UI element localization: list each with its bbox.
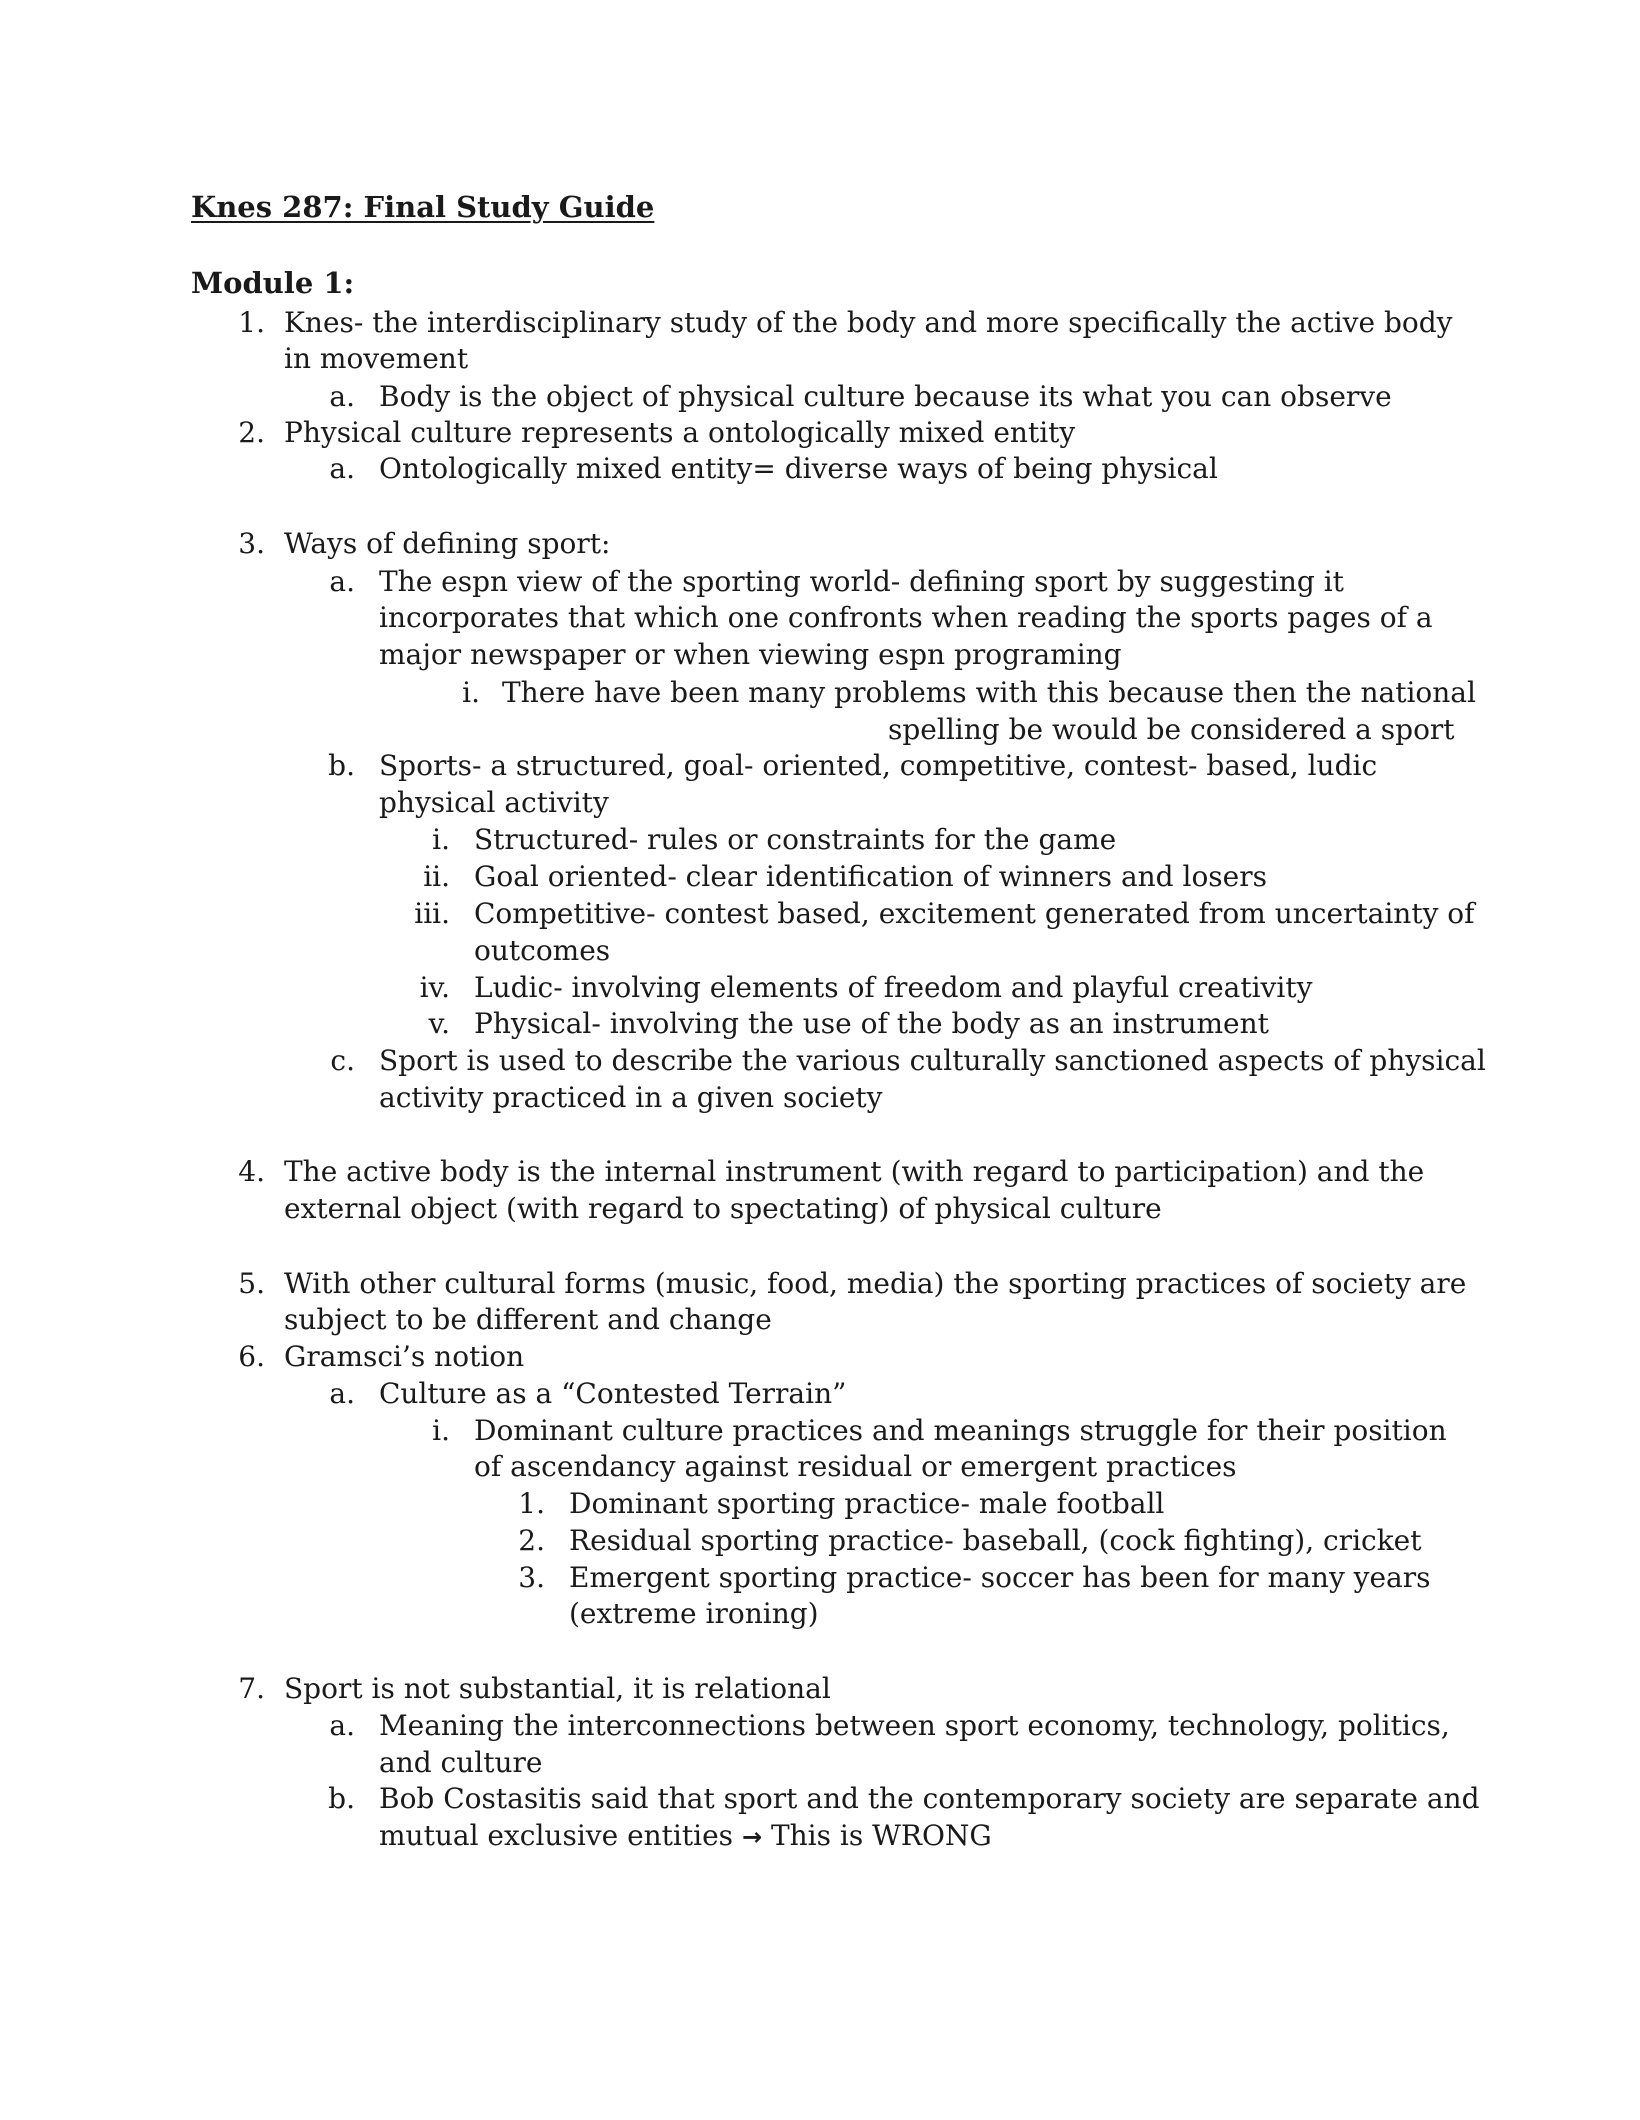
list-marker: 7. [238, 1672, 265, 1705]
list-item-line: physical activity [379, 786, 609, 819]
list-marker: 2. [518, 1524, 545, 1557]
list-item-line: Sports- a structured, goal- oriented, competitive, contest- based, ludic [379, 749, 1378, 782]
list-marker: i. [432, 823, 450, 856]
list-item-line: spelling be would be considered a sport [888, 713, 1455, 746]
arrow-note: This is WRONG [770, 1819, 992, 1852]
list-item-line: Bob Costasitis said that sport and the contemporary society are separate and [379, 1782, 1480, 1815]
list-marker: 3. [238, 527, 265, 560]
list-item-line: Structured- rules or constraints for the game [474, 823, 1117, 856]
list-item-line: outcomes [474, 934, 611, 967]
list-marker: a. [329, 380, 355, 413]
list-item-line: major newspaper or when viewing espn programing [379, 638, 1122, 671]
list-item-line: Sport is not substantial, it is relational [284, 1672, 831, 1705]
list-item-line-with-arrow [379, 1817, 992, 1856]
list-marker: a. [329, 452, 355, 485]
list-item-line: Meaning the interconnections between sport economy, technology, politics, [379, 1709, 1450, 1742]
list-marker: iv. [419, 971, 450, 1004]
list-item-line: The espn view of the sporting world- defining sport by suggesting it [379, 565, 1344, 598]
list-marker: v. [428, 1007, 450, 1040]
list-marker: 5. [238, 1267, 265, 1300]
list-marker: 2. [238, 416, 265, 449]
list-item-line: (extreme ironing) [569, 1597, 819, 1630]
arrow-right-icon: → [741, 1823, 763, 1851]
list-item-line: Competitive- contest based, excitement generated from uncertainty of [474, 897, 1475, 930]
list-item-line: The active body is the internal instrument (with regard to participation) and the [284, 1155, 1425, 1188]
list-item-text: mutual exclusive entities [379, 1819, 734, 1852]
list-item-line: Goal oriented- clear identification of winners and losers [474, 860, 1267, 893]
list-item-line: Physical- involving the use of the body as an instrument [474, 1007, 1269, 1040]
list-item-line: Physical culture represents a ontologically mixed entity [284, 416, 1076, 449]
list-marker: ii. [423, 860, 450, 893]
module-heading: Module 1: [191, 266, 355, 300]
list-item-line: external object (with regard to spectating) of physical culture [284, 1192, 1162, 1225]
document-title: Knes 287: Final Study Guide [191, 190, 655, 224]
list-item-line: There have been many problems with this because then the national [502, 676, 1476, 709]
list-item-line: Sport is used to describe the various culturally sanctioned aspects of physical [379, 1044, 1486, 1077]
list-marker: a. [329, 565, 355, 598]
list-item-line: Culture as a “Contested Terrain” [379, 1377, 847, 1410]
list-item-line: activity practiced in a given society [379, 1081, 883, 1114]
list-marker: a. [329, 1709, 355, 1742]
list-marker: a. [329, 1377, 355, 1410]
list-item-line: With other cultural forms (music, food, media) the sporting practices of society are [284, 1267, 1467, 1300]
list-item-line: in movement [284, 342, 469, 375]
list-marker: i. [432, 1414, 450, 1447]
list-marker: iii. [414, 897, 450, 930]
list-item-line: Ways of defining sport: [284, 527, 611, 560]
list-marker: 1. [518, 1487, 545, 1520]
list-item-line: Ludic- involving elements of freedom and playful creativity [474, 971, 1313, 1004]
list-item-line: and culture [379, 1746, 543, 1779]
list-marker: 1. [238, 306, 265, 339]
list-item-line: Residual sporting practice- baseball, (cock fighting), cricket [569, 1524, 1422, 1557]
list-marker: 4. [238, 1155, 265, 1188]
list-item-line: Body is the object of physical culture because its what you can observe [379, 380, 1392, 413]
list-marker: 6. [238, 1340, 265, 1373]
list-marker: 3. [518, 1561, 545, 1594]
list-item-line: Ontologically mixed entity= diverse ways of being physical [379, 452, 1218, 485]
list-item-line: Dominant sporting practice- male football [569, 1487, 1165, 1520]
list-item-line: Gramsci’s notion [284, 1340, 525, 1373]
list-item-line: of ascendancy against residual or emergent practices [474, 1450, 1237, 1483]
list-marker: c. [330, 1044, 355, 1077]
list-marker: b. [328, 1782, 355, 1815]
list-item-line: Emergent sporting practice- soccer has been for many years [569, 1561, 1431, 1594]
list-item-line: Knes- the interdisciplinary study of the body and more specifically the active body [284, 306, 1453, 339]
list-item-line: subject to be different and change [284, 1303, 772, 1336]
list-marker: i. [462, 676, 480, 709]
list-item-line: Dominant culture practices and meanings struggle for their position [474, 1414, 1447, 1447]
list-item-line: incorporates that which one confronts when reading the sports pages of a [379, 601, 1433, 634]
list-marker: b. [328, 749, 355, 782]
